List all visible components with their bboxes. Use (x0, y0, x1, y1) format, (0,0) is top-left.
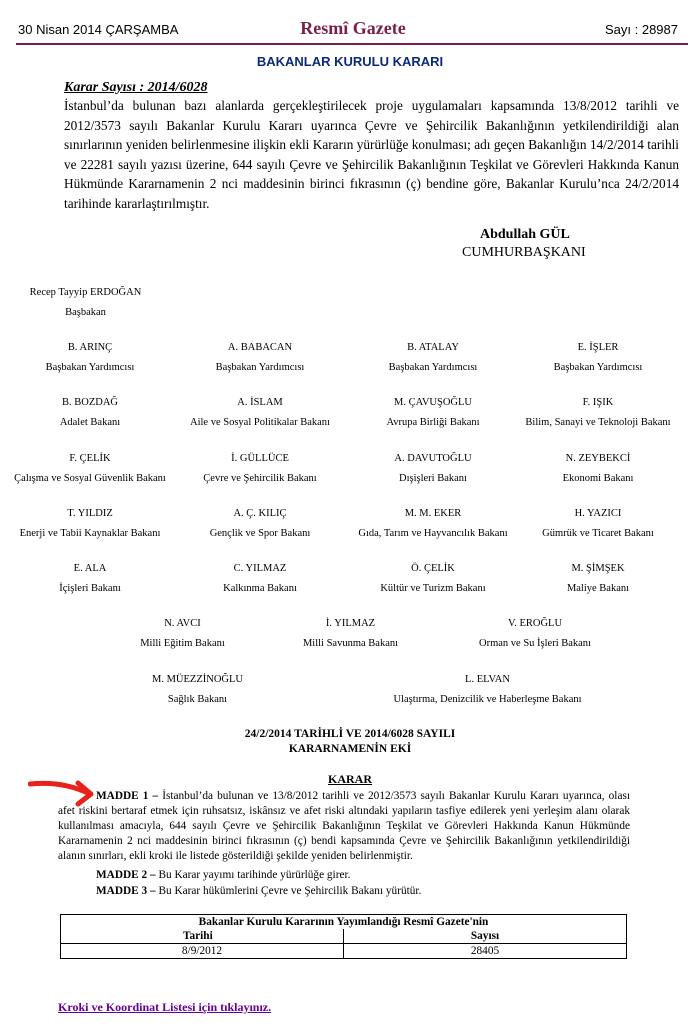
minister-signature: E. ALA İçişleri Bakanı (59, 563, 121, 594)
article-1 (58, 789, 630, 864)
minister-signature: Ö. ÇELİK Kültür ve Turizm Bakanı (380, 563, 486, 594)
minister-signature: V. EROĞLU Orman ve Su İşleri Bakanı (479, 618, 591, 649)
minister-signature: B. ATALAY Başbakan Yardımcısı (388, 342, 478, 373)
minister-signature: H. YAZICI Gümrük ve Ticaret Bakanı (542, 508, 654, 539)
minister-signature: F. ÇELİK Çalışma ve Sosyal Güvenlik Bakanı (14, 453, 166, 484)
annex-map-link[interactable]: Kroki ve Koordinat Listesi için tıklayınız. (58, 1000, 272, 1014)
minister-signature: A. BABACAN Başbakan Yardımcısı (215, 342, 305, 373)
article-3-text: Bu Karar hükümlerini Çevre ve Şehircilik Bakanı yürütür. (155, 885, 422, 897)
karar-heading: KARAR (328, 772, 372, 786)
masthead-divider (16, 43, 688, 45)
publication-issue: 28405 (344, 944, 627, 959)
president-title: CUMHURBAŞKANI (462, 245, 586, 260)
annex-title-line2: KARARNAMENİN EKİ (288, 743, 412, 755)
minister-signature: İ. YILMAZ Milli Savunma Bakanı (302, 618, 399, 649)
minister-signature: Recep Tayyip ERDOĞAN Başbakan (29, 287, 142, 318)
minister-signature: A. Ç. KILIÇ Gençlik ve Spor Bakanı (209, 508, 311, 539)
publication-table-header: Bakanlar Kurulu Kararının Yayımlandığı Resmî Gazete'nin (61, 915, 627, 930)
minister-signature: T. YILDIZ Enerji ve Tabii Kaynaklar Bakanı (19, 508, 161, 539)
column-issue-header: Sayısı (344, 929, 627, 944)
minister-signature: İ. GÜLLÜCE Çevre ve Şehircilik Bakanı (203, 453, 317, 484)
minister-signature: N. ZEYBEKCİ Ekonomi Bakanı (562, 453, 634, 484)
minister-signature: F. IŞIK Bilim, Sanayi ve Teknoloji Bakanı (525, 397, 671, 428)
gazette-title: Resmî Gazete (300, 18, 406, 38)
annex-title (0, 727, 700, 757)
minister-signature: B. ARINÇ Başbakan Yardımcısı (45, 342, 135, 373)
minister-signature: M. ŞİMŞEK Maliye Bakanı (566, 563, 630, 594)
decree-number: Karar Sayısı : 2014/6028 (64, 80, 208, 95)
article-2-label: MADDE 2 – (96, 869, 156, 881)
publication-table (60, 914, 627, 959)
issue-number: Sayı : 28987 (605, 22, 678, 37)
article-1-label: MADDE 1 – (96, 790, 159, 802)
decree-body: İstanbul’da bulunan bazı alanlarda gerçekleştirilecek proje uygulamaları kapsamında 13/8/2012 tarihli ve 2012/3573 sayılı Bakanlar Kurulu Kararı uyarınca Çevre ve Şehircilik Bakanlığının yetkilendirildiği alan sınırlarının yeniden belirlenmesine ilişkin ekli Kararın yürürlüğe konulması; adı geçen Bakanlığın 14/2/2014 tarihli ve 22281 sayılı yazısı üzerine, 644 sayılı Çevre ve Şehircilik Bakanlığının Teşkilat ve Görevleri Hakkında Kanun Hükmünde Kararnamenin 2 nci maddesinin birinci fıkrasının (ç) bendine göre, Bakanlar Kurulu’nca 24/2/2014 tarihinde kararlaştırılmıştır. (64, 98, 679, 211)
article-1-text: İstanbul’da bulunan ve 13/8/2012 tarihli ve 2012/3573 sayılı Bakanlar Kurulu Kararı uyarınca, olası afet riskini bertaraf etmek için ruhsatsız, iskânsız ve afet riski altındaki yapıların tasfiye edilerek yeni yerleşim alanı olarak kullanılması amacıyla, 644 sayılı Çevre ve Şehircilik Bakanlığının Teşkilat ve Görevleri Hakkında Kanun Hükmünde Kararnamenin 2 nci maddesinin birinci fıkrasının (ç) bendi kapsamında Çevre ve Şehircilik Bakanlığının yetkilendirildiği alanın sınırları, ekli kroki ile listede gösterildiği şekilde yeniden belirlenmiştir. (58, 790, 630, 862)
minister-signature: N. AVCI Milli Eğitim Bakanı (140, 618, 225, 649)
publication-date: 8/9/2012 (61, 944, 344, 959)
section-title: BAKANLAR KURULU KARARI (256, 54, 444, 69)
article-2 (96, 868, 350, 883)
minister-signature: M. ÇAVUŞOĞLU Avrupa Birliği Bakanı (386, 397, 480, 428)
minister-signature: M. MÜEZZİNOĞLU Sağlık Bakanı (152, 674, 243, 705)
minister-signature: E. İŞLER Başbakan Yardımcısı (553, 342, 643, 373)
article-3-label: MADDE 3 – (96, 885, 156, 897)
minister-signature: M. M. EKER Gıda, Tarım ve Hayvancılık Bakanı (358, 508, 508, 539)
article-3 (96, 884, 421, 899)
masthead (18, 18, 688, 42)
minister-signature: B. BOZDAĞ Adalet Bakanı (59, 397, 121, 428)
annex-title-line1: 24/2/2014 TARİHLİ VE 2014/6028 SAYILI (244, 728, 456, 740)
article-2-text: Bu Karar yayımı tarihinde yürürlüğe girer. (155, 869, 351, 881)
minister-signature: A. DAVUTOĞLU Dışişleri Bakanı (394, 453, 472, 484)
minister-signature: L. ELVAN Ulaştırma, Denizcilik ve Haberleşme Bakanı (393, 674, 582, 705)
minister-signature: C. YILMAZ Kalkınma Bakanı (223, 563, 297, 594)
president-name: Abdullah GÜL (480, 227, 570, 242)
column-date-header: Tarihi (61, 929, 344, 944)
minister-signature: A. İSLAM Aile ve Sosyal Politikalar Bakanı (190, 397, 330, 428)
issue-date: 30 Nisan 2014 ÇARŞAMBA (18, 22, 179, 37)
